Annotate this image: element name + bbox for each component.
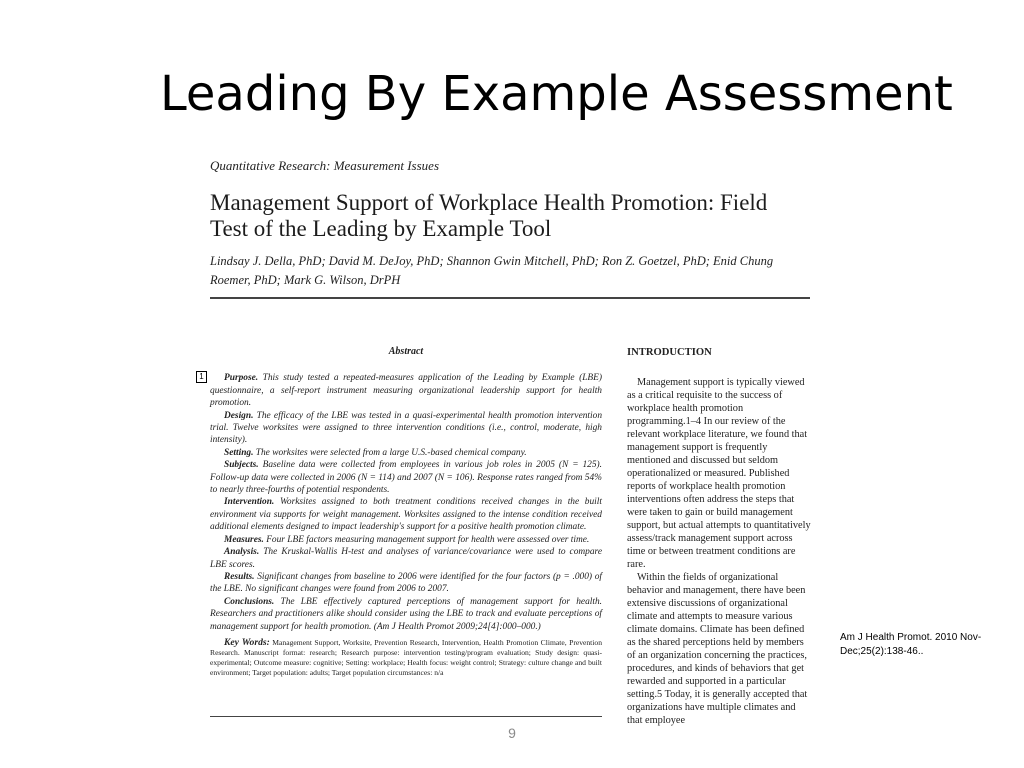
- slide-title: Leading By Example Assessment: [160, 66, 953, 122]
- abstract-paragraph: Conclusions. The LBE effectively captured perceptions of management support for health. Researchers and practitioners alike should consider using the LBE to track and evaluate perceptions of management support for health promotion. (Am J Health Promot 2009;24[4]:000–000.): [210, 596, 603, 632]
- introduction-column: [627, 346, 811, 726]
- keywords: [210, 638, 602, 678]
- abstract-heading: Abstract: [388, 346, 424, 357]
- abstract-bottom-rule: [210, 716, 602, 717]
- keywords-text: Management Support, Worksite, Prevention Research, Intervention, Health Promotion Climate, Prevention Research. Manuscript format: research; Research purpose: intervention testing/program evaluation; Study design: quasi-experimental; Outcome measure: cognitive; Setting: workplace; Health focus: weight control; Strategy: culture change and built environment; Target population: adults; Target population circumstances: n/a: [210, 637, 602, 677]
- slide-number: 9: [508, 725, 516, 741]
- introduction-paragraph: Management support is typically viewed as a critical requisite to the success of workplace health promotion programming.1–4 In our review of the relevant workplace literature, we found that management support is frequently mentioned and discussed but seldom operationalized or measured. Published reports of workplace health promotion interventions often address the steps that were taken to gain or build management support, but actual attempts to quantitatively assess/track management support across time or between treatment conditions are rare.: [627, 377, 811, 570]
- abstract-paragraph: Design. The efficacy of the LBE was tested in a quasi-experimental health promotion intervention trial. Twelve worksites were assigned to three intervention conditions (i.e., control, moderate, high intensity).: [210, 410, 603, 446]
- abstract-paragraph: Subjects. Baseline data were collected from employees in various job roles in 2005 (N = 125). Follow-up data were collected in 2006 (N = 114) and 2007 (N = 106). Response rates ranged from 54% to nearly three-fourths of potential respondents.: [210, 460, 602, 496]
- citation-text: Am J Health Promot. 2010 Nov-Dec;25(2):138-46..: [840, 632, 982, 657]
- paper-section-label: Quantitative Research: Measurement Issues: [210, 158, 440, 173]
- abstract-paragraph: Measures. Four LBE factors measuring management support for health were assessed over time.: [224, 534, 590, 545]
- header-rule: [210, 297, 810, 299]
- abstract-paragraph: Intervention. Worksites assigned to both treatment conditions received changes in the built environment via supports for weight management. Worksites assigned to the intense condition received additional elements designed to impact leadership's support for a positive health promotion climate.: [210, 497, 602, 533]
- abstract-column: [210, 346, 602, 678]
- annotation-marker: 1: [196, 371, 207, 383]
- introduction-paragraph: Within the fields of organizational behavior and management, there have been extensive discussions of organizational climate and attempts to measure various climate domains. Climate has been defined as the shared perceptions held by members of an organization concerning the practices, procedures, and kinds of behaviors that get rewarded and supported in a particular setting.5 Today, it is generally accepted that organizations have multiple climates and that employee: [627, 572, 808, 726]
- paper-title: Management Support of Workplace Health Promotion: Field Test of the Leading by Example Tool: [210, 190, 768, 241]
- paper-authors: Lindsay J. Della, PhD; David M. DeJoy, PhD; Shannon Gwin Mitchell, PhD; Ron Z. Goetzel, PhD; Enid Chung Roemer, PhD; Mark G. Wilson, DrPH: [210, 254, 774, 287]
- abstract-paragraph: Analysis. The Kruskal-Wallis H-test and analyses of variance/covariance were used to compare LBE scores.: [210, 547, 602, 570]
- abstract-paragraph: Results. Significant changes from baseline to 2006 were identified for the four factors (p = .000) of the LBE. No significant changes were found from 2006 to 2007.: [210, 571, 602, 595]
- keywords-label: Key Words:: [224, 636, 270, 648]
- introduction-heading: INTRODUCTION: [627, 347, 712, 358]
- paper-page-image: [199, 158, 811, 726]
- abstract-paragraph: Purpose. This study tested a repeated-measures application of the Leading by Example (LBE) questionnaire, a self-report instrument measuring organizational leadership support for health promotion.: [210, 373, 602, 409]
- abstract-paragraph: Setting. The worksites were selected from a large U.S.-based chemical company.: [224, 447, 527, 458]
